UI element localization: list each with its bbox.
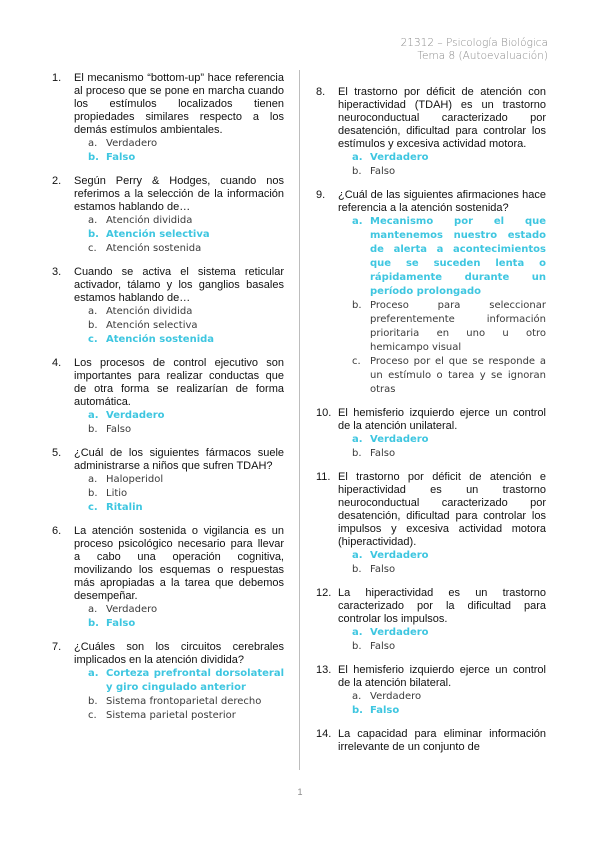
question-text: ¿Cuál de las siguientes afirmaciones hace referencia a la atención sostenida? bbox=[338, 189, 546, 214]
answer-option[interactable]: b. Atención selectiva bbox=[88, 320, 198, 331]
column-divider bbox=[299, 70, 300, 770]
correct-answer-option[interactable]: a. Verdadero bbox=[352, 434, 429, 445]
question-1: 1. El mecanismo “bottom-up” hace referencia al proceso que se pone en marcha cuando los estímulos localizados tienen propiedades similares respecto a los demás estímulos ambientales. a. Verdadero b. Falso bbox=[52, 72, 284, 163]
question-12: 12. La hiperactividad es un trastorno caracterizado por la dificultad para controlar los impulsos. a. Verdadero b. Falso bbox=[316, 587, 546, 652]
answer-option[interactable]: b. Proceso para seleccionar preferentemente información prioritaria en uno u otro hemicampo visual bbox=[352, 300, 546, 353]
answer-option[interactable]: c. Atención sostenida bbox=[88, 243, 202, 254]
question-text: ¿Cuál de los siguientes fármacos suele administrarse a niños que sufren TDAH? bbox=[74, 447, 284, 472]
correct-answer-option[interactable]: b. Falso bbox=[352, 705, 400, 716]
question-text: La atención sostenida o vigilancia es un proceso psicológico necesario para llevar a cabo una operación cognitiva, movilizando los esquemas o respuestas más apropiadas a la tarea que debemos desempeñar. bbox=[74, 525, 284, 602]
answer-option[interactable]: b. Falso bbox=[352, 166, 396, 177]
correct-answer-option[interactable]: a. Verdadero bbox=[352, 152, 429, 163]
answer-option[interactable]: a. Haloperidol bbox=[88, 474, 164, 485]
correct-answer-option[interactable]: c. Atención sostenida bbox=[88, 334, 215, 345]
question-text: El trastorno por déficit de atención con hiperactividad (TDAH) es un trastorno neuroconductual caracterizado por desatención, dificultad para controlar los estímulos y excesiva actividad motora. bbox=[338, 86, 546, 150]
question-6: 6. La atención sostenida o vigilancia es un proceso psicológico necesario para llevar a cabo una operación cognitiva, movilizando los esquemas o respuestas más apropiadas a la tarea que debemos desempeñar. a. Verdadero b. Falso bbox=[52, 525, 284, 629]
correct-answer-option[interactable]: a. Verdadero bbox=[352, 550, 429, 561]
left-column bbox=[52, 72, 284, 733]
answer-option[interactable]: b. Falso bbox=[88, 424, 132, 435]
question-10: 10. El hemisferio izquierdo ejerce un control de la atención unilateral. a. Verdadero b. Falso bbox=[316, 407, 546, 459]
question-text: El mecanismo “bottom-up” hace referencia al proceso que se pone en marcha cuando los estímulos localizados tienen propiedades similares respecto a los demás estímulos ambientales. bbox=[74, 72, 284, 136]
question-2: 2. Según Perry & Hodges, cuando nos referimos a la selección de la información estamos hablando de… a. Atención dividida b. Atención selectiva c. Atención sostenida bbox=[52, 175, 284, 254]
answer-option[interactable]: b. Litio bbox=[88, 488, 128, 499]
question-text: El hemisferio izquierdo ejerce un control de la atención bilateral. bbox=[338, 664, 546, 689]
right-column bbox=[316, 72, 546, 764]
correct-answer-option[interactable]: b. Falso bbox=[88, 152, 136, 163]
correct-answer-option[interactable]: b. Atención selectiva bbox=[88, 229, 210, 240]
answer-option[interactable]: a. Verdadero bbox=[88, 138, 158, 149]
question-text: Cuando se activa el sistema reticular activador, tálamo y los ganglios basales estamos hablando de… bbox=[74, 266, 284, 304]
answer-option[interactable]: b. Sistema frontoparietal derecho bbox=[88, 696, 262, 707]
course-title: 21312 – Psicología Biológica bbox=[400, 37, 548, 49]
correct-answer-option[interactable]: a. Mecanismo por el que mantenemos nuestro estado de alerta a acontecimientos que se suceden lenta o rápidamente durante un período prolongado bbox=[352, 216, 546, 297]
document-header bbox=[401, 37, 548, 63]
question-9: 9. ¿Cuál de las siguientes afirmaciones hace referencia a la atención sostenida? a. Mecanismo por el que mantenemos nuestro estado de alerta a acontecimientos que se suceden lenta o rápidamente durante un período prolongado b. Proceso para seleccionar preferentemente información prioritaria en uno u otro hemicampo visual c. Proceso por el que se responde a un estímulo o tarea y se ignoran otras bbox=[316, 189, 546, 395]
question-text: La capacidad para eliminar información irrelevante de un conjunto de bbox=[338, 728, 546, 753]
answer-option[interactable]: a. Atención dividida bbox=[88, 306, 193, 317]
topic-title: Tema 8 (Autoevaluación) bbox=[417, 50, 548, 62]
question-text: El hemisferio izquierdo ejerce un control de la atención unilateral. bbox=[338, 407, 546, 432]
answer-option[interactable]: b. Falso bbox=[352, 448, 396, 459]
question-13: 13. El hemisferio izquierdo ejerce un control de la atención bilateral. a. Verdadero b. Falso bbox=[316, 664, 546, 716]
question-4: 4. Los procesos de control ejecutivo son importantes para realizar conductas que de otra forma se realizarían de forma automática. a. Verdadero b. Falso bbox=[52, 357, 284, 435]
question-11: 11. El trastorno por déficit de atención e hiperactividad es un trastorno neuroconductual caracterizado por desatención, dificultad para controlar los impulsos y excesiva actividad motora (hiperactividad). a. Verdadero b. Falso bbox=[316, 471, 546, 575]
question-3: 3. Cuando se activa el sistema reticular activador, tálamo y los ganglios basales estamos hablando de… a. Atención dividida b. Atención selectiva c. Atención sostenida bbox=[52, 266, 284, 345]
correct-answer-option[interactable]: a. Verdadero bbox=[88, 410, 165, 421]
question-8: 8. El trastorno por déficit de atención con hiperactividad (TDAH) es un trastorno neuroconductual caracterizado por desatención, dificultad para controlar los estímulos y excesiva actividad motora. a. Verdadero b. Falso bbox=[316, 86, 546, 177]
correct-answer-option[interactable]: a. Corteza prefrontal dorsolateral y giro cingulado anterior bbox=[88, 668, 284, 693]
question-text: La hiperactividad es un trastorno caracterizado por la dificultad para controlar los impulsos. bbox=[338, 587, 546, 625]
question-14: 14. La capacidad para eliminar información irrelevante de un conjunto de bbox=[316, 728, 546, 753]
correct-answer-option[interactable]: a. Verdadero bbox=[352, 627, 429, 638]
answer-option[interactable]: a. Atención dividida bbox=[88, 215, 193, 226]
correct-answer-option[interactable]: b. Falso bbox=[88, 618, 136, 629]
answer-option[interactable]: b. Falso bbox=[352, 641, 396, 652]
answer-option[interactable]: b. Falso bbox=[352, 564, 396, 575]
page-number: 1 bbox=[297, 787, 303, 797]
correct-answer-option[interactable]: c. Ritalin bbox=[88, 502, 143, 513]
question-text: El trastorno por déficit de atención e hiperactividad es un trastorno neuroconductual caracterizado por desatención, dificultad para controlar los impulsos y excesiva actividad motora (hiperactividad). bbox=[338, 471, 546, 548]
question-text: ¿Cuáles son los circuitos cerebrales implicados en la atención dividida? bbox=[74, 641, 284, 666]
answer-option[interactable]: c. Proceso por el que se responde a un estímulo o tarea y se ignoran otras bbox=[352, 356, 546, 395]
question-7: 7. ¿Cuáles son los circuitos cerebrales implicados en la atención dividida? a. Corteza prefrontal dorsolateral y giro cingulado anterior b. Sistema frontoparietal derecho c. Sistema parietal posterior bbox=[52, 641, 284, 721]
question-text: Según Perry & Hodges, cuando nos referimos a la selección de la información estamos hablando de… bbox=[74, 175, 284, 213]
question-text: Los procesos de control ejecutivo son importantes para realizar conductas que de otra forma se realizarían de forma automática. bbox=[74, 357, 284, 408]
answer-option[interactable]: a. Verdadero bbox=[88, 604, 158, 615]
answer-option[interactable]: a. Verdadero bbox=[352, 691, 422, 702]
question-5: 5. ¿Cuál de los siguientes fármacos suele administrarse a niños que sufren TDAH? a. Haloperidol b. Litio c. Ritalin bbox=[52, 447, 284, 513]
answer-option[interactable]: c. Sistema parietal posterior bbox=[88, 710, 236, 721]
